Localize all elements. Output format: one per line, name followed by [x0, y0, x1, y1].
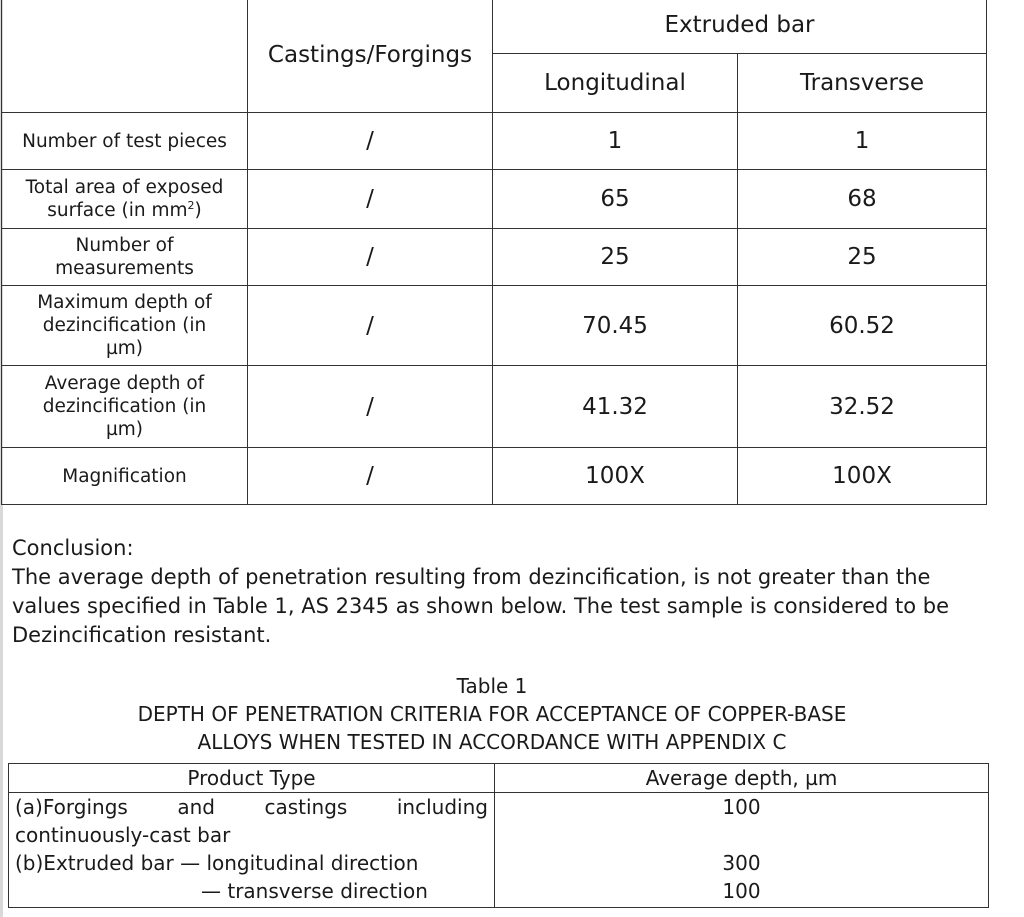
table1-title-line: ALLOYS WHEN TESTED IN ACCORDANCE WITH APPENDIX C: [197, 730, 787, 754]
product-a-line2: continuously-cast bar: [15, 823, 231, 847]
table-row: [2, 170, 987, 229]
table-row: [2, 448, 987, 505]
header-transverse: Transverse: [738, 54, 987, 113]
table-row: [2, 366, 987, 448]
row-label-measurements: [2, 229, 248, 286]
cell-castings: /: [248, 170, 493, 229]
cell-longitudinal: 25: [493, 229, 738, 286]
cell-transverse: 100X: [738, 448, 987, 505]
row-label-text: surface (in mm: [47, 200, 188, 221]
product-b-line1: (b)Extruded bar — longitudinal direction: [15, 851, 419, 875]
table-row: [2, 229, 987, 286]
header-longitudinal: Longitudinal: [493, 54, 738, 113]
cell-castings: /: [248, 229, 493, 286]
cell-longitudinal: 100X: [493, 448, 738, 505]
header-product-type: Product Type: [9, 764, 495, 793]
row-label-line: dezincification (in: [42, 396, 207, 417]
cell-longitudinal: 1: [493, 113, 738, 170]
conclusion-line: values specified in Table 1, AS 2345 as shown below. The test sample is considered to be: [12, 594, 950, 618]
row-label-avg-depth: [2, 366, 248, 448]
cell-castings: /: [248, 286, 493, 366]
header-castings-forgings: Castings/Forgings: [248, 0, 493, 113]
product-b-line2: — transverse direction: [201, 879, 428, 903]
row-label-line: µm): [105, 419, 143, 440]
product-type-cell: [9, 793, 495, 908]
conclusion-heading: Conclusion:: [12, 536, 134, 560]
depth-spacer: [501, 821, 982, 849]
average-depth-cell: [495, 793, 989, 908]
cell-transverse: 1: [738, 113, 987, 170]
table1-caption: [4, 672, 980, 756]
table1-number: Table 1: [456, 674, 528, 698]
product-a-line: [15, 793, 488, 821]
row-label-line: Maximum depth of: [37, 292, 212, 313]
row-label-line: Magnification: [62, 465, 187, 487]
header-row-1: [2, 0, 987, 54]
criteria-body-row: [9, 793, 989, 908]
cell-longitudinal: 65: [493, 170, 738, 229]
cell-longitudinal: 41.32: [493, 366, 738, 448]
row-label-magnification: [2, 448, 248, 505]
cell-transverse: 25: [738, 229, 987, 286]
product-a-word: castings: [264, 795, 348, 819]
product-a-word: including: [396, 795, 488, 819]
superscript: 2: [187, 198, 195, 212]
dezincification-results-table: [1, 0, 987, 505]
conclusion-section: [12, 534, 1002, 650]
row-label-line: Number of test pieces: [22, 130, 227, 152]
cell-transverse: 60.52: [738, 286, 987, 366]
table1-title-line: DEPTH OF PENETRATION CRITERIA FOR ACCEPTANCE OF COPPER-BASE: [137, 702, 847, 726]
row-label-line: Total area of exposed: [25, 177, 224, 198]
row-label-line: Number of: [75, 235, 174, 256]
row-label-text: ): [194, 200, 202, 221]
table-row: [2, 286, 987, 366]
depth-b-transverse: 100: [722, 879, 761, 903]
header-average-depth: Average depth, µm: [495, 764, 989, 793]
conclusion-line: The average depth of penetration resulting from dezincification, is not greater than the: [12, 565, 931, 589]
cell-castings: /: [248, 448, 493, 505]
empty-corner-cell: [2, 0, 248, 113]
cell-transverse: 68: [738, 170, 987, 229]
header-extruded-bar: Extruded bar: [493, 0, 987, 54]
conclusion-line: Dezincification resistant.: [12, 623, 272, 647]
criteria-header-row: [9, 764, 989, 793]
row-label-line: measurements: [55, 258, 194, 279]
table-row: [2, 113, 987, 170]
row-label-exposed-area: [2, 170, 248, 229]
cell-transverse: 32.52: [738, 366, 987, 448]
cell-longitudinal: 70.45: [493, 286, 738, 366]
row-label-line: Average depth of: [44, 373, 205, 394]
row-label-line: [8, 199, 241, 222]
cell-castings: /: [248, 366, 493, 448]
product-a-word: (a)Forgings: [15, 795, 128, 819]
product-a-word: and: [177, 795, 215, 819]
row-label-test-pieces: [2, 113, 248, 170]
depth-a: 100: [722, 795, 761, 819]
cell-castings: /: [248, 113, 493, 170]
penetration-criteria-table: [8, 763, 989, 908]
depth-b-longitudinal: 300: [722, 851, 761, 875]
row-label-max-depth: [2, 286, 248, 366]
row-label-line: µm): [105, 338, 143, 359]
row-label-line: dezincification (in: [42, 315, 207, 336]
